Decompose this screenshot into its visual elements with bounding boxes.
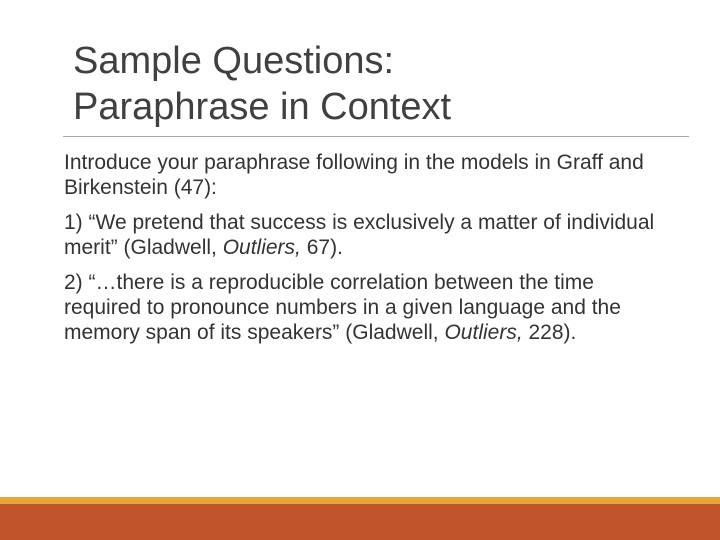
sample-question-1 bbox=[64, 210, 674, 260]
sample-question-2 bbox=[64, 270, 674, 345]
footer-accent-band bbox=[0, 497, 720, 504]
sample-question-2-citation: 228). bbox=[522, 321, 577, 344]
slide-title bbox=[73, 38, 693, 130]
sample-question-2-book-title: Outliers, bbox=[444, 321, 523, 344]
slide-body bbox=[64, 150, 674, 355]
title-divider bbox=[63, 136, 689, 137]
intro-paragraph: Introduce your paraphrase following in the models in Graff and Birkenstein (47): bbox=[64, 151, 644, 199]
sample-question-1-citation: 67). bbox=[300, 236, 343, 259]
sample-question-1-book-title: Outliers, bbox=[222, 236, 301, 259]
sample-question-1-text: 1) “We pretend that success is exclusively a matter of individual merit” (Gladwell, bbox=[64, 211, 655, 259]
slide-title-line-2: Paraphrase in Context bbox=[73, 86, 452, 128]
slide-title-line-1: Sample Questions: bbox=[73, 40, 395, 82]
footer-band bbox=[0, 504, 720, 540]
sample-question-2-text: 2) “…there is a reproducible correlation between the time required to pronounce numbers in a given language and the memory span of its speakers” (Gladwell, bbox=[64, 271, 621, 344]
